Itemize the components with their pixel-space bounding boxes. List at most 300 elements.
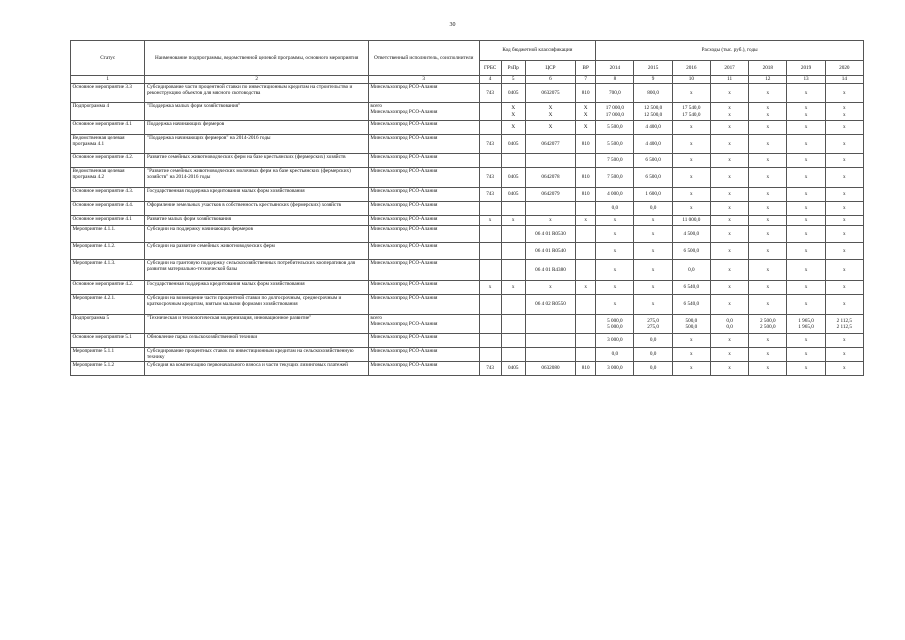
- row-code-r: [501, 315, 525, 334]
- row-year-value: х: [749, 260, 787, 281]
- row-code-g: [479, 202, 501, 216]
- row-year-value: х: [787, 188, 825, 202]
- row-status: Мероприятие 4.1.2.: [71, 243, 145, 260]
- row-code-g: [479, 243, 501, 260]
- column-number: 14: [825, 76, 863, 84]
- row-year-value: х: [825, 362, 863, 376]
- row-year-value: [672, 315, 710, 334]
- header-name: Наименование подпрограммы, ведомственной целевой программы, основного мероприятия: [145, 41, 368, 76]
- row-year-agency: х: [766, 111, 770, 118]
- row-code-c: [525, 315, 575, 334]
- row-year-value: х: [596, 281, 634, 295]
- column-number-row: [71, 76, 864, 84]
- header-year: 2018: [749, 61, 787, 76]
- row-year-value: х: [634, 295, 672, 315]
- row-year-value: х: [710, 188, 748, 202]
- row-year-value: х: [787, 168, 825, 188]
- row-year-agency: х: [804, 111, 808, 118]
- table-row: [71, 168, 864, 188]
- row-code-v: [576, 315, 596, 334]
- row-year-value: х: [710, 168, 748, 188]
- row-year-value: [787, 315, 825, 334]
- row-year-value: х: [787, 260, 825, 281]
- column-number: 13: [787, 76, 825, 84]
- row-year-value: х: [825, 202, 863, 216]
- row-code-r: 0405: [501, 168, 525, 188]
- row-year-agency: 17 540,0: [682, 111, 701, 118]
- row-executor: Минсельхозпрод РСО-Алания: [368, 188, 479, 202]
- row-executor: Минсельхозпрод РСО-Алания: [368, 243, 479, 260]
- header-year: 2016: [672, 61, 710, 76]
- table-row: [71, 243, 864, 260]
- row-code-r-total: Х: [511, 105, 516, 112]
- row-year-value: х: [596, 226, 634, 243]
- row-executor: Минсельхозпрод РСО-Алания: [368, 260, 479, 281]
- row-executor-agency: Минсельхозпрод РСО-Алания: [370, 321, 438, 328]
- row-year-value: х: [825, 348, 863, 362]
- row-name: Субсидии на грантовую поддержку сельскохозяйственных потребительских кооперативов для развития материально-технической базы: [145, 260, 368, 281]
- table-row: [71, 362, 864, 376]
- row-year-value: х: [825, 216, 863, 226]
- row-code-g: [479, 226, 501, 243]
- row-year-value: 700,0: [596, 84, 634, 103]
- row-year-value: х: [749, 281, 787, 295]
- row-code-v-total: Х: [583, 105, 588, 112]
- row-executor-total: всего: [370, 315, 383, 321]
- row-code-c: 06 4 02 R0550: [525, 295, 575, 315]
- row-year-value: [634, 103, 672, 121]
- row-executor: Минсельхозпрод РСО-Алания: [368, 216, 479, 226]
- row-year-value: х: [710, 295, 748, 315]
- row-year-total: 1 965,0: [798, 317, 814, 324]
- row-year-value: 5 500,0: [596, 121, 634, 135]
- row-year-value: х: [634, 216, 672, 226]
- row-code-v: 810: [576, 84, 596, 103]
- row-code-r: х: [501, 216, 525, 226]
- row-code-r: 0405: [501, 188, 525, 202]
- row-executor: [368, 315, 479, 334]
- row-code-g: [479, 315, 501, 334]
- row-executor: Минсельхозпрод РСО-Алания: [368, 334, 479, 348]
- row-code-r: [501, 260, 525, 281]
- row-year-value: х: [710, 121, 748, 135]
- budget-table: [70, 40, 864, 376]
- row-year-value: 4 400,0: [634, 135, 672, 154]
- row-name: "Поддержка малых форм хозяйствования": [145, 103, 368, 121]
- table-row: [71, 348, 864, 362]
- row-year-value: 3 000,0: [596, 362, 634, 376]
- row-executor: [368, 103, 479, 121]
- table-row: [71, 281, 864, 295]
- row-year-value: х: [787, 84, 825, 103]
- row-code-r-agency: Х: [511, 111, 516, 118]
- row-status: Мероприятие 4.1.1.: [71, 226, 145, 243]
- column-number: 9: [634, 76, 672, 84]
- row-year-agency: 275,0: [647, 324, 659, 330]
- row-year-value: х: [710, 260, 748, 281]
- row-year-value: х: [710, 154, 748, 168]
- row-year-total: 0,0: [726, 317, 733, 324]
- row-year-value: х: [672, 202, 710, 216]
- row-year-total: х: [804, 105, 808, 112]
- row-code-c: х: [525, 216, 575, 226]
- row-year-total: 500,0: [685, 317, 698, 324]
- row-year-agency: 1 965,0: [798, 324, 814, 330]
- table-header: [71, 41, 864, 84]
- row-code-r: [501, 202, 525, 216]
- row-code-v: [576, 103, 596, 121]
- row-year-value: х: [672, 168, 710, 188]
- row-code-v: [576, 243, 596, 260]
- row-year-value: х: [787, 202, 825, 216]
- row-code-g: [479, 154, 501, 168]
- row-code-r: [501, 334, 525, 348]
- row-year-value: х: [825, 226, 863, 243]
- row-year-value: 0,0: [634, 202, 672, 216]
- row-status: Мероприятие 5.1.1: [71, 348, 145, 362]
- row-year-value: х: [672, 84, 710, 103]
- row-code-g: х: [479, 216, 501, 226]
- row-code-r: 0405: [501, 84, 525, 103]
- row-executor: Минсельхозпрод РСО-Алания: [368, 348, 479, 362]
- row-year-agency: 12 500,0: [644, 111, 663, 118]
- row-year-value: х: [710, 84, 748, 103]
- row-code-c: [525, 348, 575, 362]
- row-year-agency: х: [843, 111, 846, 118]
- row-year-value: х: [787, 281, 825, 295]
- row-code-g: 743: [479, 135, 501, 154]
- row-code-r: 0405: [501, 362, 525, 376]
- row-year-value: [787, 103, 825, 121]
- row-code-c: 0642077: [525, 135, 575, 154]
- row-year-value: 6 500,0: [634, 154, 672, 168]
- row-year-agency: х: [728, 111, 731, 118]
- table-body: [71, 84, 864, 376]
- row-code-g: [479, 295, 501, 315]
- row-year-value: х: [672, 188, 710, 202]
- row-name: Государственная поддержка кредитования малых форм хозяйствования: [145, 281, 368, 295]
- row-year-value: [710, 315, 748, 334]
- row-executor: Минсельхозпрод РСО-Алания: [368, 135, 479, 154]
- row-code-c: 0642078: [525, 168, 575, 188]
- header-expenses: Расходы (тыс. руб.), годы: [596, 41, 864, 61]
- table-row: [71, 216, 864, 226]
- row-status: Основное мероприятие 4.3.: [71, 188, 145, 202]
- row-year-value: [634, 315, 672, 334]
- row-year-value: [596, 103, 634, 121]
- header-budget-code: Код бюджетной классификации: [479, 41, 596, 61]
- row-year-total: 2 112,5: [836, 317, 853, 324]
- table-row: [71, 154, 864, 168]
- row-year-agency: 5 000,0: [607, 324, 623, 330]
- row-year-value: х: [710, 216, 748, 226]
- row-year-value: х: [825, 168, 863, 188]
- row-year-value: х: [672, 135, 710, 154]
- row-year-agency: 2 112,5: [836, 324, 853, 330]
- row-year-value: х: [787, 226, 825, 243]
- header-rzpr: РзПр: [501, 61, 525, 76]
- row-code-g: [479, 121, 501, 135]
- row-year-value: [749, 315, 787, 334]
- row-year-value: х: [749, 135, 787, 154]
- row-code-c: 0642079: [525, 188, 575, 202]
- row-year-value: х: [749, 202, 787, 216]
- row-name: Субсидии на поддержку начинающих фермеров: [145, 226, 368, 243]
- row-year-agency: 0,0: [726, 324, 733, 330]
- row-name: Субсидия на компенсацию первоначального взноса и части текущих лизинговых платежей: [145, 362, 368, 376]
- row-code-r: [501, 243, 525, 260]
- row-name: Развитие семейных животноводческих ферм на базе крестьянских (фермерских) хозяйств: [145, 154, 368, 168]
- row-code-c: 0632075: [525, 84, 575, 103]
- header-year: 2020: [825, 61, 863, 76]
- table-row: [71, 188, 864, 202]
- row-code-v: [576, 154, 596, 168]
- row-year-value: [749, 103, 787, 121]
- row-year-value: х: [710, 243, 748, 260]
- row-code-c: [525, 103, 575, 121]
- row-year-value: х: [749, 154, 787, 168]
- row-executor: Минсельхозпрод РСО-Алания: [368, 121, 479, 135]
- page-number: 30: [449, 22, 456, 28]
- column-number: 3: [368, 76, 479, 84]
- table-row: [71, 315, 864, 334]
- row-executor: Минсельхозпрод РСО-Алания: [368, 362, 479, 376]
- row-year-value: х: [672, 362, 710, 376]
- row-year-agency: 2 500,0: [760, 324, 776, 330]
- row-code-v: [576, 260, 596, 281]
- row-year-value: х: [634, 243, 672, 260]
- row-year-agency: 500,0: [685, 324, 698, 330]
- row-year-total: 17 000,0: [605, 105, 624, 112]
- row-code-r: [501, 295, 525, 315]
- table-row: [71, 135, 864, 154]
- row-year-value: х: [749, 216, 787, 226]
- row-code-g: [479, 334, 501, 348]
- row-code-g: [479, 348, 501, 362]
- row-year-value: х: [749, 121, 787, 135]
- row-year-value: х: [825, 135, 863, 154]
- row-executor-agency: Минсельхозпрод РСО-Алания: [370, 109, 438, 116]
- row-executor: Минсельхозпрод РСО-Алания: [368, 226, 479, 243]
- row-executor-total: всего: [370, 103, 383, 109]
- row-year-value: х: [749, 348, 787, 362]
- row-year-value: х: [825, 121, 863, 135]
- row-code-v-agency: Х: [583, 111, 588, 118]
- row-code-c: Х: [525, 121, 575, 135]
- row-year-value: х: [787, 154, 825, 168]
- row-year-value: х: [710, 202, 748, 216]
- row-year-value: х: [825, 243, 863, 260]
- row-name: Развитие малых форм хозяйствования: [145, 216, 368, 226]
- row-year-value: х: [596, 295, 634, 315]
- row-code-v: 810: [576, 168, 596, 188]
- column-number: 1: [71, 76, 145, 84]
- row-year-value: 1 600,0: [634, 188, 672, 202]
- row-year-value: 0,0: [596, 202, 634, 216]
- row-year-value: х: [787, 334, 825, 348]
- row-year-value: х: [710, 226, 748, 243]
- row-year-value: 4 000,0: [596, 188, 634, 202]
- row-code-r: х: [501, 281, 525, 295]
- row-year-value: 6 540,0: [672, 281, 710, 295]
- row-name: Субсидирование части процентной ставки по инвестиционным кредитам на строительство и реконструкцию объектов для мясного скотоводства: [145, 84, 368, 103]
- row-code-c: 06 4 01 R0540: [525, 243, 575, 260]
- row-year-value: х: [749, 334, 787, 348]
- row-code-r: 0405: [501, 135, 525, 154]
- row-executor: Минсельхозпрод РСО-Алания: [368, 84, 479, 103]
- row-year-value: 0,0: [634, 348, 672, 362]
- row-year-value: х: [749, 362, 787, 376]
- row-year-total: 5 000,0: [607, 317, 623, 324]
- row-status: Основное мероприятие 4.4.: [71, 202, 145, 216]
- row-year-value: 4 400,0: [634, 121, 672, 135]
- row-year-value: х: [825, 260, 863, 281]
- row-year-total: х: [843, 105, 846, 112]
- row-year-total: х: [728, 105, 731, 112]
- row-year-value: х: [787, 243, 825, 260]
- row-code-c: [525, 202, 575, 216]
- row-year-value: 6 500,0: [634, 168, 672, 188]
- row-year-value: х: [634, 281, 672, 295]
- row-year-value: [825, 315, 863, 334]
- header-csr: ЦСР: [525, 61, 575, 76]
- row-year-value: х: [787, 362, 825, 376]
- row-year-value: х: [749, 226, 787, 243]
- row-year-value: х: [825, 334, 863, 348]
- row-code-g: 743: [479, 362, 501, 376]
- row-year-value: х: [787, 121, 825, 135]
- row-year-value: х: [787, 135, 825, 154]
- row-status: Основное мероприятие 3.3: [71, 84, 145, 103]
- row-code-r: [501, 103, 525, 121]
- row-name: Поддержка начинающих фермеров: [145, 121, 368, 135]
- row-year-value: х: [634, 260, 672, 281]
- row-year-value: х: [749, 243, 787, 260]
- column-number: 6: [525, 76, 575, 84]
- row-year-value: х: [596, 216, 634, 226]
- row-year-value: 3 000,0: [596, 334, 634, 348]
- row-status: Подпрограмма 4: [71, 103, 145, 121]
- row-year-value: х: [672, 334, 710, 348]
- row-year-value: [825, 103, 863, 121]
- row-year-value: х: [710, 348, 748, 362]
- table-row: [71, 334, 864, 348]
- table-row: [71, 295, 864, 315]
- row-executor: Минсельхозпрод РСО-Алания: [368, 154, 479, 168]
- table-row: [71, 202, 864, 216]
- row-year-value: х: [672, 348, 710, 362]
- row-year-value: х: [596, 260, 634, 281]
- row-status: Основное мероприятие 4.2.: [71, 154, 145, 168]
- row-code-c: 06 4 01 R4380: [525, 260, 575, 281]
- row-year-value: х: [825, 154, 863, 168]
- row-status: Основное мероприятие 4.1: [71, 216, 145, 226]
- row-name: Государственная поддержка кредитования малых форм хозяйствования: [145, 188, 368, 202]
- row-code-g: [479, 103, 501, 121]
- column-number: 12: [749, 76, 787, 84]
- row-status: Мероприятие 4.1.3.: [71, 260, 145, 281]
- header-year: 2019: [787, 61, 825, 76]
- row-status: Подпрограмма 5: [71, 315, 145, 334]
- row-year-agency: 17 000,0: [605, 111, 624, 118]
- row-year-value: 0,0: [672, 260, 710, 281]
- row-status: Основное мероприятие 4.2.: [71, 281, 145, 295]
- row-year-value: 6 500,0: [672, 243, 710, 260]
- row-year-total: х: [766, 105, 770, 112]
- column-number: 11: [710, 76, 748, 84]
- row-name: Субсидии на возмещение части процентной ставки по долгосрочным, среднесрочным и краткосрочным кредитам, взятым малыми формами хозяйствования: [145, 295, 368, 315]
- row-year-value: х: [710, 281, 748, 295]
- header-year: 2015: [634, 61, 672, 76]
- row-year-value: х: [825, 84, 863, 103]
- row-year-value: 11 000,0: [672, 216, 710, 226]
- row-code-v: 810: [576, 362, 596, 376]
- row-code-v: [576, 334, 596, 348]
- header-vr: ВР: [576, 61, 596, 76]
- header-grbs: ГРБС: [479, 61, 501, 76]
- row-code-g: 743: [479, 168, 501, 188]
- row-status: Ведомственная целевая программа 4.1: [71, 135, 145, 154]
- row-year-value: х: [710, 362, 748, 376]
- row-code-v: [576, 202, 596, 216]
- row-status: Мероприятие 5.1.2: [71, 362, 145, 376]
- column-number: 2: [145, 76, 368, 84]
- row-code-r: [501, 226, 525, 243]
- row-code-r: [501, 348, 525, 362]
- row-year-value: х: [634, 226, 672, 243]
- row-year-value: х: [749, 295, 787, 315]
- row-code-c-agency: Х: [548, 111, 553, 118]
- row-year-total: 12 500,0: [644, 105, 663, 112]
- header-year: 2014: [596, 61, 634, 76]
- row-code-c: [525, 154, 575, 168]
- row-name: "Развитие семейных животноводческих молочных ферм на базе крестьянских (фермерских) хозяйств" на 2014-2016 годы: [145, 168, 368, 188]
- row-code-g: 743: [479, 188, 501, 202]
- row-year-total: 17 540,0: [682, 105, 701, 112]
- row-year-value: х: [710, 135, 748, 154]
- row-status: Основное мероприятие 4.1: [71, 121, 145, 135]
- header-executor: Ответственный исполнитель, соисполнители: [368, 41, 479, 76]
- row-year-value: 800,0: [634, 84, 672, 103]
- row-code-r: [501, 154, 525, 168]
- row-year-value: 7 500,0: [596, 154, 634, 168]
- table-row: [71, 121, 864, 135]
- row-executor: Минсельхозпрод РСО-Алания: [368, 168, 479, 188]
- row-code-g: [479, 260, 501, 281]
- row-code-c: х: [525, 281, 575, 295]
- row-year-value: х: [672, 121, 710, 135]
- row-year-value: [672, 103, 710, 121]
- row-status: Ведомственная целевая программа 4.2: [71, 168, 145, 188]
- row-code-v: 810: [576, 188, 596, 202]
- row-code-v: [576, 348, 596, 362]
- row-code-c: 0632080: [525, 362, 575, 376]
- row-year-value: х: [749, 168, 787, 188]
- row-year-value: х: [787, 216, 825, 226]
- row-year-total: 275,0: [647, 317, 659, 324]
- row-name: Субсидии на развитие семейных животноводческих ферм: [145, 243, 368, 260]
- row-code-v: Х: [576, 121, 596, 135]
- row-code-v: х: [576, 281, 596, 295]
- row-year-value: х: [825, 281, 863, 295]
- row-executor: Минсельхозпрод РСО-Алания: [368, 281, 479, 295]
- row-year-value: [596, 315, 634, 334]
- row-year-value: 7 500,0: [596, 168, 634, 188]
- row-code-v: [576, 295, 596, 315]
- row-code-g: 743: [479, 84, 501, 103]
- table-row: [71, 103, 864, 121]
- column-number: 4: [479, 76, 501, 84]
